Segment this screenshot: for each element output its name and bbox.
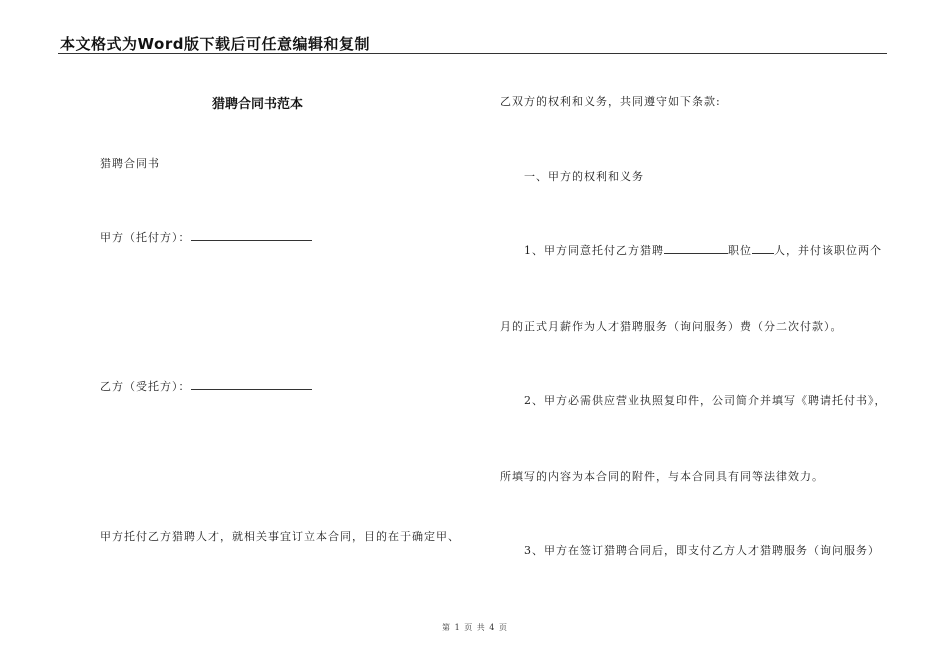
clause-2-text: 2、甲方必需供应营业执照复印件，公司简介并填写《聘请托付书》，	[524, 394, 887, 407]
headcount-blank	[752, 243, 774, 254]
document-title: 猎聘合同书范本	[212, 97, 304, 112]
clause-1-continuation: 月的正式月薪作为人才猎聘服务（询问服务）费（分二次付款）。	[500, 320, 843, 333]
clause-1-text-b: 职位	[728, 244, 752, 257]
intro-continuation: 乙双方的权利和义务，共同遵守如下条款:	[500, 95, 721, 108]
download-banner-text: 本文格式为Word版下载后可任意编辑和复制	[60, 35, 370, 53]
clause-2-continuation: 所填写的内容为本合同的附件，与本合同具有同等法律效力。	[500, 470, 824, 483]
intro-paragraph: 甲方托付乙方猎聘人才，就相关事宜订立本合同，目的在于确定甲、	[100, 530, 460, 543]
banner-divider	[58, 53, 887, 54]
party-a-line	[100, 229, 312, 245]
party-b-blank	[191, 379, 312, 390]
clause-1-text-c: 人，并付该职位两个	[774, 244, 882, 257]
clause-1-line	[524, 242, 882, 258]
party-b-label: 乙方（受托方）：	[100, 380, 191, 393]
clause-3-text: 3、甲方在签订猎聘合同后，即支付乙方人才猎聘服务（询问服务）	[524, 544, 880, 557]
clause-1-text-a: 1、甲方同意托付乙方猎聘	[524, 244, 664, 257]
section-1-heading: 一、甲方的权利和义务	[524, 170, 644, 183]
page-number: 第 1 页 共 4 页	[442, 623, 508, 632]
party-a-label: 甲方（托付方）：	[100, 231, 191, 244]
position-blank	[664, 243, 728, 254]
contract-heading: 猎聘合同书	[100, 157, 160, 170]
party-a-blank	[191, 230, 312, 241]
party-b-line	[100, 378, 312, 394]
